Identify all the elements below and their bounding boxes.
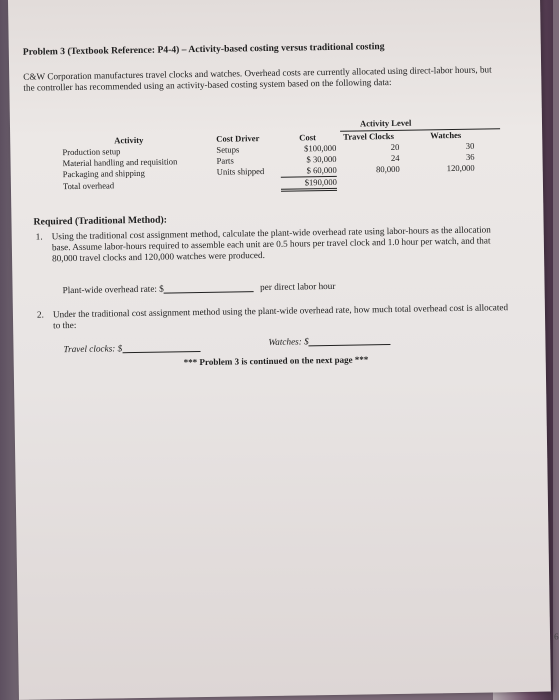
header-watches: Watches	[430, 129, 462, 141]
header-travel-clocks: Travel Clocks	[343, 130, 394, 142]
q2-clocks-line	[63, 342, 200, 354]
problem-intro: C&W Corporation manufactures travel clocks and watches. Overhead costs are currently allocated using direct-labor hours, but the controller has recommended using an activity-based costing system based on the following data:	[23, 64, 492, 93]
q1-unit: per direct labor hour	[260, 280, 336, 293]
row-cost: $ 60,000	[281, 165, 337, 177]
row-watches: 36	[465, 151, 475, 162]
q2-watches-label: Watches: $	[268, 336, 309, 347]
row-watches: 30	[465, 140, 475, 151]
q2-watches-blank[interactable]	[309, 335, 391, 346]
row-driver: Units shipped	[216, 165, 265, 177]
row-watches: 120,000	[446, 162, 475, 174]
row-clocks: 24	[390, 152, 400, 164]
q1-number: 1.	[35, 231, 43, 242]
q2-clocks-blank[interactable]	[122, 342, 200, 353]
row-driver: Parts	[216, 155, 234, 166]
q2-clocks-label: Travel clocks: $	[63, 343, 123, 355]
q2-text: Under the traditional cost assignment method using the plant-wide overhead rate, how much total overhead cost is allocated to the:	[52, 302, 509, 331]
document-page	[8, 0, 559, 700]
header-activity: Activity	[114, 134, 144, 146]
q1-text: Using the traditional cost assignment method, calculate the plant-wide overhead rate using labor-hours as the allocation base. Assume labor-hours required to assemble each unit are 0.5 hours per travel clock and 1.0 hour per watch, and that 80,000 travel clocks and 120,000 watches were produced.	[51, 224, 491, 264]
row-driver: Setups	[216, 144, 240, 155]
row-activity: Production setup	[62, 146, 121, 158]
header-cost: Cost	[299, 132, 316, 143]
q2-number: 2.	[36, 309, 44, 320]
row-clocks: 20	[390, 141, 400, 153]
total-label: Total overhead	[62, 180, 115, 192]
row-activity: Packaging and shipping	[62, 167, 145, 180]
continued-note: *** Problem 3 is continued on the next page ***	[183, 354, 369, 368]
header-activity-level: Activity Level	[359, 117, 412, 129]
q1-label: Plant-wide overhead rate: $	[62, 283, 164, 296]
row-clocks: 80,000	[375, 163, 400, 175]
row-cost: $100,000	[304, 142, 337, 154]
header-cost-driver: Cost Driver	[216, 133, 260, 144]
row-activity: Material handling and requisition	[62, 156, 178, 169]
required-heading: Required (Traditional Method):	[33, 214, 168, 228]
total-cost: $190,000	[281, 177, 337, 191]
page-number: 6	[553, 631, 559, 642]
row-cost: $ 30,000	[306, 153, 337, 165]
problem-title: Problem 3 (Textbook Reference: P4-4) – Activity-based costing versus traditional costing	[22, 41, 385, 58]
q2-watches-line	[268, 335, 390, 347]
q1-answer-blank[interactable]	[164, 282, 254, 293]
q1-answer-line	[62, 281, 335, 295]
